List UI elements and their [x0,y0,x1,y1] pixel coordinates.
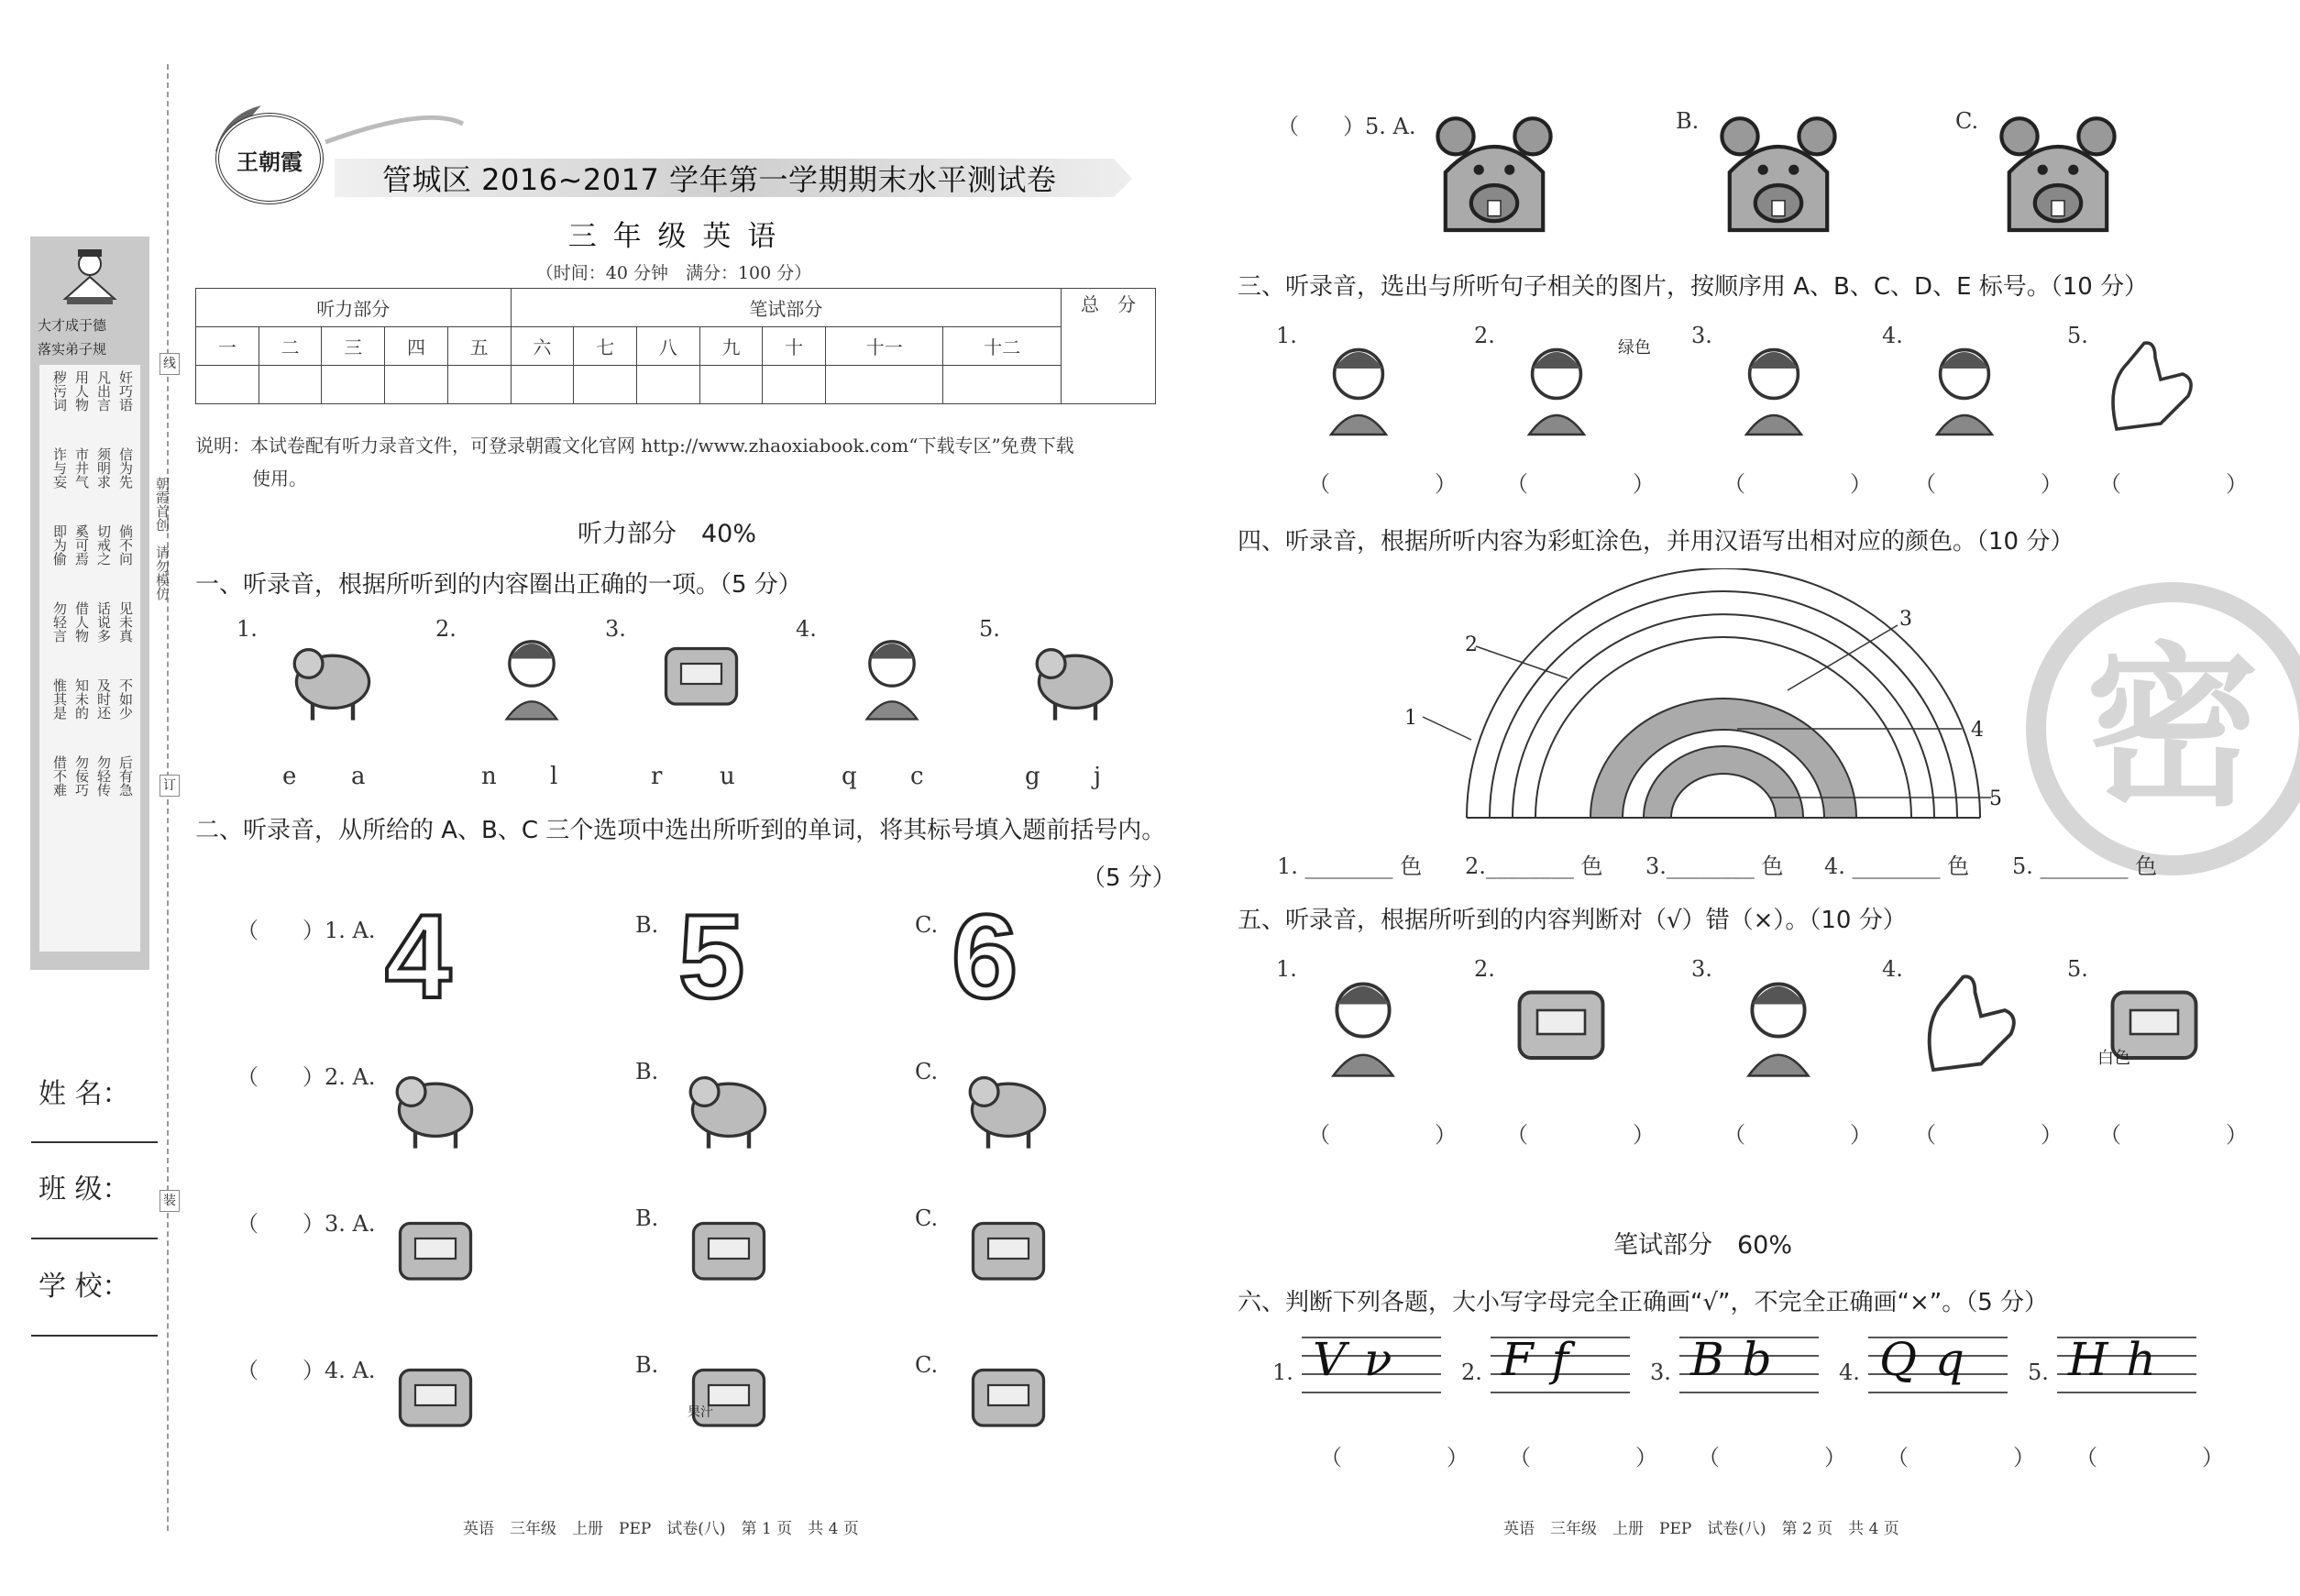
s2-row-4-option-a [376,1345,495,1446]
verse-column: 后有急 [117,755,134,797]
verse-column: 借不难 [51,755,68,797]
q5-c: C. [1955,108,1979,134]
binding-line [167,64,169,1531]
s5-answer-paren[interactable]: （ ） [1914,1122,2083,1148]
verse-columns [43,370,137,832]
s6-answer-paren[interactable]: （ ） [1509,1445,1678,1470]
verse-column: 奚可焉 [73,524,90,566]
s5-item-number: 3. [1691,956,1712,982]
s3-answer-paren[interactable]: （ ） [1723,471,1892,497]
white-label: 白色 [2097,1049,2130,1068]
verse-box [39,365,140,952]
s2-row-4-b: B. [635,1352,659,1378]
rainbow-label-3: 3 [1899,608,1912,631]
s6-answer-paren[interactable]: （ ） [2075,1445,2244,1470]
verse-column: 见未真 [117,601,134,643]
s2-row-3-option-b [669,1198,788,1299]
s6-writing-lines-5 [2057,1333,2196,1410]
s1-choice-right[interactable]: a [351,763,366,790]
footer-right: 英语 三年级 上册 PEP 试卷(八) 第 2 页 共 4 页 [1503,1520,1899,1538]
section6-title: 六、判断下列各题，大小写字母完全正确画“√”，不完全正确画“×”。（5 分） [1238,1289,2049,1316]
verse-column: 勿轻传 [95,755,112,797]
total-header: 总 分 [1062,289,1156,404]
score-col-header: 六 [511,327,574,366]
s5-item-number: 5. [2067,956,2088,982]
s2-row-1-label[interactable]: （ ）1. A. [237,918,376,943]
score-col-header: 一 [196,327,259,366]
section3-title: 三、听录音，选出与所听句子相关的图片，按顺序用 A、B、C、D、E 标号。（10 分） [1238,273,2149,301]
s5-item-number: 4. [1882,956,1903,982]
s6-writing-lines-1 [1302,1333,1441,1410]
s5-picture-1 [1304,958,1423,1086]
s3-picture-3 [1719,325,1829,445]
writing-title: 笔试部分 60% [1613,1231,1793,1260]
s2-row-2-option-b-icon [669,1051,788,1152]
s1-picture-2 [481,610,582,738]
s4-answer-blank[interactable]: 5. ________ 色 [2012,853,2158,879]
rainbow-label-2: 2 [1465,633,1478,656]
s4-answer-blank[interactable]: 4. ________ 色 [1824,853,1970,879]
s3-picture-2 [1502,325,1612,445]
name-label: 姓 名： [39,1078,130,1110]
s1-choice-left[interactable]: q [842,763,857,790]
s1-choice-left[interactable]: g [1025,763,1040,790]
s2-row-4-option-a-icon [376,1345,495,1446]
footer-left: 英语 三年级 上册 PEP 试卷(八) 第 1 页 共 4 页 [463,1520,859,1538]
s1-picture-4-icon [842,610,942,738]
s1-item-number: 3. [605,616,626,642]
verse-column: 倘不问 [117,524,134,566]
s5-item-number: 1. [1276,956,1297,982]
verse-column: 惟其是 [51,678,68,720]
s2-row-4-c: C. [915,1352,939,1378]
s1-picture-3-icon [651,610,752,738]
s2-row-2-c: C. [915,1059,939,1084]
score-col-header: 二 [259,327,322,366]
s1-picture-1 [282,610,383,738]
s4-answer-blank[interactable]: 2.________ 色 [1465,853,1603,879]
q5-b: B. [1676,108,1700,134]
s6-answer-paren[interactable]: （ ） [1320,1445,1489,1470]
s1-picture-5 [1025,610,1126,738]
s1-picture-5-icon [1025,610,1126,738]
s2-digit-option[interactable]: 4 [385,889,452,1023]
score-cell[interactable] [447,366,511,404]
score-cell[interactable] [763,366,826,404]
s1-choice-left[interactable]: n [481,763,497,790]
s2-row-2-option-b [669,1051,788,1152]
section1-title: 一、听录音，根据所听到的内容圈出正确的一项。（5 分） [195,571,802,599]
s3-answer-paren[interactable]: （ ） [1914,471,2083,497]
s3-answer-paren[interactable]: （ ） [1308,471,1477,497]
s2-row-3-label[interactable]: （ ）3. A. [237,1211,376,1237]
score-cell[interactable] [943,366,1062,404]
s1-choice-right[interactable]: u [720,763,735,790]
s6-item-number: 4. [1839,1359,1860,1385]
s6-answer-paren[interactable]: （ ） [1887,1445,2055,1470]
verse-column: 信为先 [117,447,134,489]
writing-rule [1302,1392,1441,1393]
s2-row-4-option-b-icon [669,1345,788,1446]
score-col-header: 三 [322,327,385,366]
s5-answer-paren[interactable]: （ ） [1506,1122,1675,1148]
s6-writing-lines-2 [1491,1333,1630,1410]
s6-letters: Q q [1879,1333,1966,1386]
verse-column: 切戒之 [95,524,112,566]
listening-header: 听力部分 [196,289,512,327]
s2-row-3-b: B. [635,1205,659,1231]
s3-answer-paren[interactable]: （ ） [2099,471,2268,497]
score-cell[interactable] [259,366,322,404]
s1-picture-2-icon [481,610,582,738]
q5-hamster-b [1714,108,1843,237]
score-cell[interactable] [636,366,699,404]
s3-item-number: 4. [1882,323,1903,348]
s5-answer-paren[interactable]: （ ） [2099,1122,2268,1148]
seal-text: 密 [2085,627,2260,830]
score-col-header: 四 [385,327,448,366]
s2-digit-option[interactable]: 5 [678,889,745,1023]
verse-column: 及时还 [95,678,112,720]
motto-line-2: 落实弟子规 [38,341,107,358]
s2-row-4-option-b [669,1345,788,1446]
rainbow-label-4: 4 [1971,719,1984,742]
verse-column: 凡出言 [95,370,112,412]
verse-column: 奸巧语 [117,370,134,412]
cut-mark-bind: 装 [160,1190,180,1212]
s3-picture-4 [1909,325,2019,445]
note-text: 说明：本试卷配有听力录音文件，可登录朝霞文化官网 http://www.zhaoxiabook.com“下载专区”免费下载 [195,435,1074,457]
s1-choice-left[interactable]: e [282,763,297,790]
s2-row-3-c: C. [915,1205,939,1231]
verse-column: 勿轻言 [51,601,68,643]
s3-item-number: 3. [1691,323,1712,348]
score-cell[interactable] [574,366,637,404]
subject-title: 三 年 级 英 语 [567,220,780,253]
s5-picture-3-icon [1719,958,1838,1086]
score-col-header: 十 [763,327,826,366]
score-col-header: 十二 [943,327,1062,366]
writing-rule [1679,1392,1819,1393]
q5-hamster-c [1994,108,2122,237]
s5-picture-2-icon [1502,958,1621,1086]
cut-mark-order: 订 [160,775,180,797]
rainbow-label-1: 1 [1404,707,1417,730]
s2-row-3-option-b-icon [669,1198,788,1299]
s2-row-2-b: B. [635,1059,659,1084]
s2-row-2-option-c [949,1051,1068,1152]
green-label: 绿色 [1618,338,1651,358]
school-label: 学 校： [39,1271,130,1303]
score-cell[interactable] [196,366,259,404]
sidebar-motto-panel [30,237,149,970]
score-cell[interactable] [826,366,943,404]
listening-title: 听力部分 40% [578,520,757,548]
s4-answer-blank[interactable]: 3.________ 色 [1645,853,1784,879]
verse-column: 市井气 [73,447,90,489]
s2-row-2-option-a [376,1051,495,1152]
s6-letters: F f [1502,1333,1571,1386]
writing-rule [2057,1392,2196,1393]
writing-rule [1491,1392,1630,1393]
s1-choice-right[interactable]: c [910,763,924,790]
s3-picture-5-icon [2095,325,2205,445]
s3-picture-2-icon [1502,325,1612,445]
score-col-header: 五 [447,327,511,366]
q5-hamster-b-icon [1714,108,1843,237]
s5-picture-4 [1909,958,2029,1086]
s2-row-4-option-c [949,1345,1068,1446]
score-table [195,288,1156,404]
s1-choice-right[interactable]: l [550,763,558,790]
s2-row-3-option-a [376,1198,495,1299]
rainbow-label-5: 5 [1989,787,2002,810]
s5-picture-2 [1502,958,1621,1086]
s3-picture-4-icon [1909,325,2019,445]
s3-picture-1 [1304,325,1414,445]
cut-mark-line: 线 [160,353,180,375]
header-banner [188,105,1160,202]
s1-item-number: 5. [979,616,1000,642]
s2-row-2-option-c-icon [949,1051,1068,1152]
s2-row-2-option-a-icon [376,1051,495,1152]
class-field[interactable] [31,1238,158,1239]
section5-title: 五、听录音，根据所听到的内容判断对（√）错（×）。（10 分） [1238,907,1907,934]
s2-row-3-option-c [949,1198,1068,1299]
s5-answer-paren[interactable]: （ ） [1723,1122,1892,1148]
s6-answer-paren[interactable]: （ ） [1698,1445,1866,1470]
s1-picture-4 [842,610,942,738]
verse-column: 即为偷 [51,524,68,566]
s4-answer-blank[interactable]: 1. ________ 色 [1277,853,1423,879]
s1-choice-right[interactable]: j [1094,763,1102,790]
verse-column: 秽污词 [51,370,68,412]
q5-hamster-a-icon [1430,108,1558,237]
s6-writing-lines-3 [1679,1333,1819,1410]
s2-row-2-label[interactable]: （ ）2. A. [237,1064,376,1090]
s5-picture-4-icon [1909,958,2029,1086]
s2-row-1-c: C. [915,912,939,938]
s6-letters: V ν [1313,1333,1394,1386]
section2-score: （5 分） [1082,864,1176,892]
s1-picture-1-icon [282,610,383,738]
s5-item-number: 2. [1474,956,1495,982]
s3-picture-5 [2095,325,2205,445]
s2-row-3-option-c-icon [949,1198,1068,1299]
school-field[interactable] [31,1335,158,1337]
s6-item-number: 3. [1650,1359,1671,1385]
time-info: （时间：40 分钟 满分：100 分） [535,263,812,283]
verse-column: 用人物 [73,370,90,412]
s6-item-number: 1. [1272,1359,1293,1385]
score-cell[interactable] [699,366,763,404]
verse-column: 知未的 [73,678,90,720]
verse-column: 诈与妄 [51,447,68,489]
score-cell[interactable] [322,366,385,404]
s1-item-number: 4. [796,616,817,642]
s3-answer-paren[interactable]: （ ） [1506,471,1675,497]
name-field[interactable] [31,1141,158,1143]
s6-item-number: 2. [1461,1359,1482,1385]
score-cell[interactable] [511,366,574,404]
brand-logo [215,113,324,204]
s3-item-number: 5. [2067,323,2088,348]
s3-picture-1-icon [1304,325,1414,445]
rainbow-diagram [1384,568,2063,834]
verse-column: 须明求 [95,447,112,489]
verse-column: 勿佞巧 [73,755,90,797]
q5-hamster-a [1430,108,1558,237]
class-label: 班 级： [39,1173,130,1205]
motto-line-1: 大才成于德 [38,317,107,334]
s6-item-number: 5. [2028,1359,2049,1385]
score-cell[interactable] [385,366,448,404]
writing-rule [1868,1392,2008,1393]
copyright-notice: 朝霞首创 请勿模仿 [154,477,171,600]
q5-label[interactable]: （ ）5. A. [1277,114,1416,139]
exam-title: 管城区 2016~2017 学年第一学期期末水平测试卷 [382,162,1057,197]
s1-picture-3 [651,610,752,738]
s3-item-number: 1. [1276,323,1297,348]
confidential-seal [2026,582,2300,875]
verse-column: 不如少 [117,678,134,720]
s6-writing-lines-4 [1868,1333,2008,1410]
s6-letters: H h [2068,1333,2158,1386]
s5-picture-1-icon [1304,958,1423,1086]
logo-text: 王朝霞 [237,149,303,175]
s3-item-number: 2. [1474,323,1495,348]
verse-column: 借人物 [73,601,90,643]
s1-item-number: 1. [237,616,258,642]
s6-letters: B b [1690,1333,1774,1386]
verse-column: 话说多 [95,601,112,643]
section2-title: 二、听录音，从所给的 A、B、C 三个选项中选出所听到的单词，将其标号填入题前括号内。 [195,817,1166,844]
score-col-header: 九 [699,327,763,366]
s5-answer-paren[interactable]: （ ） [1308,1122,1477,1148]
s1-choice-left[interactable]: r [651,763,663,790]
section4-title: 四、听录音，根据所听内容为彩虹涂色，并用汉语写出相对应的颜色。（10 分） [1238,528,2074,556]
s1-item-number: 2. [435,616,457,642]
note-text-2: 使用。 [252,468,307,490]
score-col-header: 十一 [826,327,943,366]
score-col-header: 七 [574,327,637,366]
s2-row-3-option-a-icon [376,1198,495,1299]
bottle-label: 果汁 [688,1405,713,1420]
s2-digit-option[interactable]: 6 [952,889,1018,1023]
s2-row-4-label[interactable]: （ ）4. A. [237,1358,376,1383]
s2-row-1-b: B. [635,912,659,938]
s2-row-4-option-c-icon [949,1345,1068,1446]
s5-picture-3 [1719,958,1838,1086]
s3-picture-3-icon [1719,325,1829,445]
q5-hamster-c-icon [1994,108,2122,237]
score-col-header: 八 [636,327,699,366]
writing-header: 笔试部分 [511,289,1061,327]
